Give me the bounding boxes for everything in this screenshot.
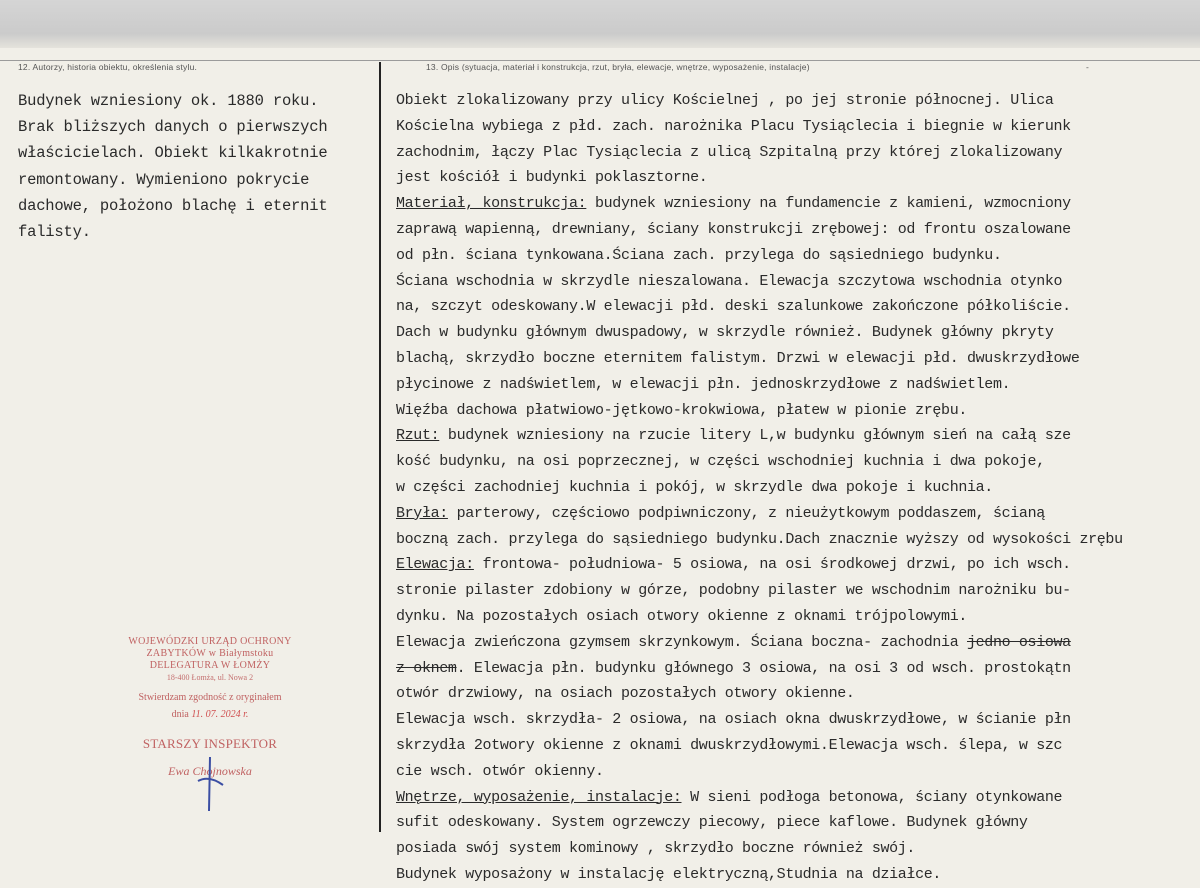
- column-divider: [379, 62, 381, 832]
- history-line: remontowany. Wymieniono pokrycie: [18, 170, 310, 189]
- line-text: otwór drzwiowy, na osiach pozostałych otwory okienne.: [396, 685, 855, 703]
- line-text: Dach w budynku głównym dwuspadowy, w skrzydle również. Budynek główny pkryty: [396, 324, 1054, 342]
- line-text: budynek wzniesiony na fundamencie z kamieni, wzmocniony: [586, 195, 1071, 213]
- description-line: [396, 449, 1196, 475]
- line-text: stronie pilaster zdobiony w górze, podobny pilaster we wschodnim narożniku bu-: [396, 582, 1071, 600]
- stamp-address: 18-400 Łomża, ul. Nowa 2: [166, 673, 254, 682]
- line-text: na, szczyt odeskowany.W elewacji płd. deski szalunkowe zakończone półkoliście.: [396, 298, 1071, 316]
- signature-mark: [195, 755, 225, 815]
- stamp-name: Ewa Chojnowska: [168, 764, 252, 778]
- line-text: Obiekt zlokalizowany przy ulicy Kościelnej , po jej stronie północnej. Ulica: [396, 92, 1054, 109]
- line-text: w części zachodniej kuchnia i pokój, w skrzydle dwa pokoje i kuchnia.: [396, 478, 993, 496]
- line-text: parterowy, częściowo podpiwniczony, z nieużytkowym poddaszem, ścianą: [447, 504, 1045, 522]
- section-label: Elewacja:: [396, 556, 474, 574]
- line-text: dynku. Na pozostałych osiach otwory okienne z oknami trójpolowymi.: [396, 607, 967, 625]
- description-line: [396, 527, 1196, 553]
- line-text: frontowa- południowa- 5 osiowa, na osi środkowej drzwi, po ich wsch.: [473, 556, 1071, 574]
- stamp-title: STARSZY INSPEKTOR: [142, 736, 278, 751]
- stamp-date-value: 11. 07. 2024 r.: [191, 709, 249, 720]
- section-label: Materiał, konstrukcja:: [396, 195, 587, 213]
- line-text: boczną zach. przylega do sąsiedniego budynku.Dach znacznie wyższy od wysokości zrębu: [396, 530, 1123, 548]
- description-line: [396, 320, 1196, 346]
- description-line: [396, 475, 1196, 501]
- line-text: zachodnim, łączy Plac Tysiąclecia z ulicą Szpitalną przy której zlokalizowany: [396, 143, 1063, 161]
- description-line: [396, 578, 1196, 604]
- description-line: [396, 810, 1196, 836]
- line-text: Elewacja wsch. skrzydła- 2 osiowa, na osiach okna dwuskrzydłowe, w ścianie płn: [396, 711, 1071, 729]
- description-line: [396, 423, 1196, 449]
- line-text: budynek wzniesiony na rzucie litery L,w budynku głównym sień na całą sze: [439, 427, 1071, 445]
- description-line: [396, 114, 1196, 140]
- line-text: sufit odeskowany. System ogrzewczy piecowy, piece kaflowe. Budynek główny: [396, 814, 1028, 832]
- line-text: Więźba dachowa płatwiowo-jętkowo-krokwiowa, płatew w pionie zrębu.: [396, 401, 967, 419]
- section-label: Wnętrze, wyposażenie, instalacje:: [396, 788, 682, 806]
- description-line: [396, 785, 1196, 811]
- stamp-office-line: DELEGATURA W ŁOMŻY: [149, 660, 271, 671]
- description-line: [396, 243, 1196, 269]
- stamp-office-line: ZABYTKÓW w Białymstoku: [146, 648, 274, 659]
- struck-text: z oknem: [396, 659, 457, 677]
- description-line: [396, 140, 1196, 166]
- history-line: Brak bliższych danych o pierwszych: [18, 118, 328, 137]
- description-line: [396, 604, 1196, 630]
- line-text: . Elewacja płn. budynku głównego 3 osiowa, na osi 3 od wsch. prostokątn: [456, 659, 1071, 677]
- right-column-header: 13. Opis (sytuacja, materiał i konstrukcja, rzut, bryła, elewacje, wnętrze, wyposażenie, instalacje): [426, 62, 810, 72]
- header-marker: -: [1086, 62, 1090, 72]
- line-text: blachą, skrzydło boczne eternitem falistym. Drzwi w elewacji płd. dwuskrzydłowe: [396, 349, 1080, 367]
- description-line: [396, 656, 1196, 682]
- section-label: Rzut:: [396, 427, 440, 445]
- description-line: [396, 501, 1196, 527]
- line-text: Budynek wyposażony w instalację elektryczną,Studnia na działce.: [396, 865, 942, 883]
- description-line: [396, 398, 1196, 424]
- description-text: [396, 88, 1196, 888]
- history-line: właścicielach. Obiekt kilkakrotnie: [18, 144, 328, 163]
- stamp-certify-text: Stwierdzam zgodność z oryginałem: [138, 692, 282, 703]
- description-line: [396, 862, 1196, 888]
- stamp-date-label: dnia: [171, 709, 189, 720]
- description-line: [396, 836, 1196, 862]
- left-column-header: 12. Autorzy, historia obiektu, określenia stylu.: [18, 62, 198, 72]
- description-line: [396, 707, 1196, 733]
- struck-text: jedno osiowa: [967, 633, 1071, 651]
- header-rule: [0, 60, 1200, 61]
- description-line: [396, 88, 1196, 114]
- line-text: Elewacja zwieńczona gzymsem skrzynkowym. Ściana boczna- zachodnia: [396, 633, 967, 651]
- line-text: cie wsch. otwór okienny.: [396, 762, 604, 780]
- description-line: [396, 346, 1196, 372]
- section-label: Bryła:: [396, 504, 448, 522]
- line-text: posiada swój system kominowy , skrzydło boczne również swój.: [396, 840, 916, 858]
- line-text: W sieni podłoga betonowa, ściany otynkowane: [681, 788, 1063, 806]
- stamp-office-line: WOJEWÓDZKI URZĄD OCHRONY: [128, 636, 292, 647]
- line-text: jest kościół i budynki poklasztorne.: [396, 169, 708, 187]
- line-text: zaprawą wapienną, drewniany, ściany konstrukcji zrębowej: od frontu oszalowane: [396, 220, 1071, 238]
- description-line: [396, 217, 1196, 243]
- line-text: Ściana wschodnia w skrzydle nieszalowana. Elewacja szczytowa wschodnia otynko: [396, 272, 1063, 290]
- description-line: [396, 294, 1196, 320]
- line-text: kość budynku, na osi poprzecznej, w części wschodniej kuchnia i dwa pokoje,: [396, 453, 1045, 471]
- history-line: falisty.: [18, 223, 91, 242]
- description-line: [396, 552, 1196, 578]
- scan-top-band: [0, 0, 1200, 48]
- stamp-date-row: [100, 709, 320, 720]
- description-line: [396, 191, 1196, 217]
- line-text: płycinowe z nadświetlem, w elewacji płn. jednoskrzydłowe z nadświetlem.: [396, 375, 1011, 393]
- line-text: skrzydła 2otwory okienne z oknami dwuskrzydłowymi.Elewacja wsch. ślepa, w szc: [396, 736, 1063, 754]
- description-line: [396, 630, 1196, 656]
- line-text: Kościelna wybiega z płd. zach. narożnika Placu Tysiąclecia i biegnie w kierunk: [396, 117, 1071, 135]
- description-line: [396, 372, 1196, 398]
- history-line: dachowe, położono blachę i eternit: [18, 196, 328, 215]
- description-line: [396, 759, 1196, 785]
- history-text: [18, 88, 374, 245]
- description-line: [396, 165, 1196, 191]
- description-line: [396, 733, 1196, 759]
- description-line: [396, 681, 1196, 707]
- line-text: od płn. ściana tynkowana.Ściana zach. przylega do sąsiedniego budynku.: [396, 246, 1002, 264]
- history-line: Budynek wzniesiony ok. 1880 roku.: [18, 92, 319, 110]
- description-line: [396, 269, 1196, 295]
